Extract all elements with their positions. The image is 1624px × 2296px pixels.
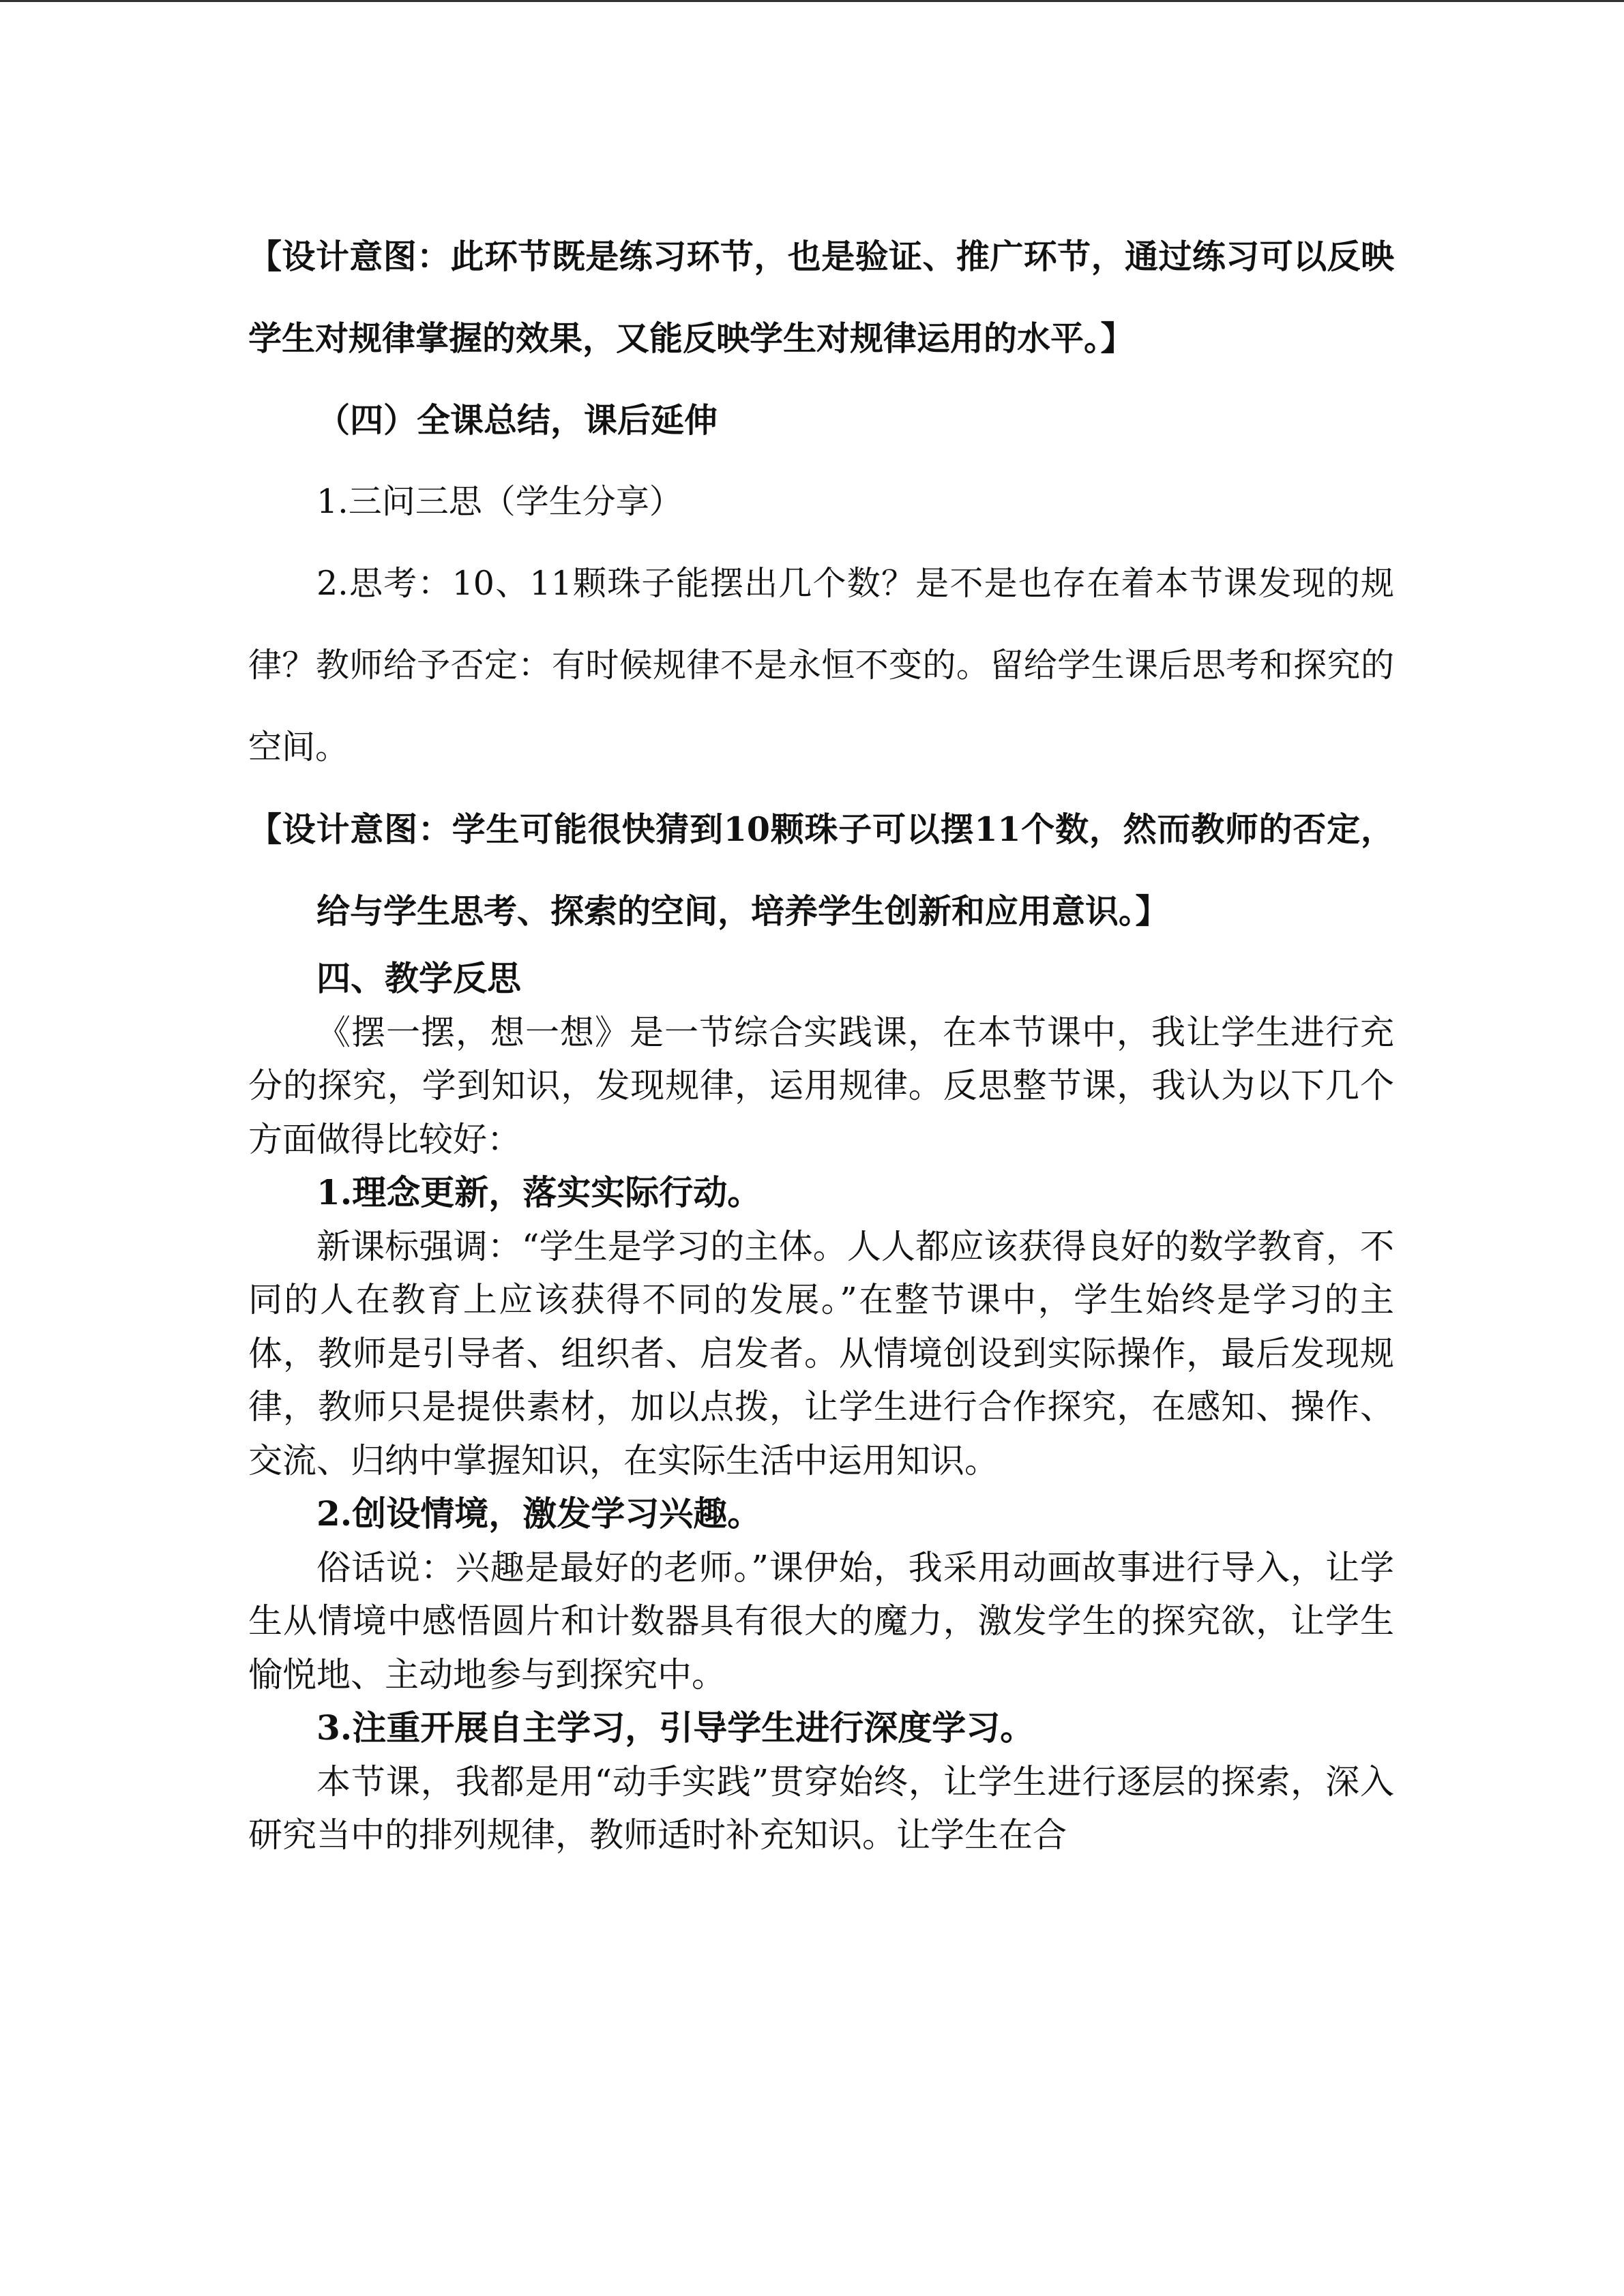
point-1-body: 新课标强调：“学生是学习的主体。人人都应该获得良好的数学教育，不同的人在教育上应该获得不同的发展。”在整节课中，学生始终是学习的主体，教师是引导者、组织者、启发者。从情境创设到实际操作，最后发现规律，教师只是提供素材，加以点拨，让学生进行合作探究，在感知、操作、交流、归纳中掌握知识，在实际生活中运用知识。 <box>248 1226 1394 1480</box>
point-1-heading: 1.理念更新，落实实际行动。 <box>316 1172 762 1212</box>
point-2-body: 俗话说：兴趣是最好的老师。”课伊始，我采用动画故事进行导入，让学生从情境中感悟圆片和计数器具有很大的魔力，激发学生的探究欲，让学生愉悦地、主动地参与到探究中。 <box>248 1547 1394 1695</box>
design-note-2-part-a: 【设计意图：学生可能很快猜到10颗珠子可以摆11个数，然而教师的否定， <box>248 809 1394 849</box>
summary-item-2: 2.思考：10、11颗珠子能摆出几个数？是不是也存在着本节课发现的规律？教师给予否定：有时候规律不是永恒不变的。留给学生课后思考和探究的空间。 <box>248 564 1394 766</box>
document-page <box>248 215 1394 1862</box>
point-3-heading: 3.注重开展自主学习，引导学生进行深度学习。 <box>316 1708 1035 1748</box>
reflection-intro: 《摆一摆，想一想》是一节综合实践课，在本节课中，我让学生进行充分的探究，学到知识，发现规律，运用规律。反思整节课，我认为以下几个方面做得比较好： <box>248 1012 1394 1159</box>
summary-item-1: 1.三问三思（学生分享） <box>316 482 683 521</box>
point-3-body: 本节课，我都是用“动手实践”贯穿始终，让学生进行逐层的探索，深入研究当中的排列规律，教师适时补充知识。让学生在合 <box>248 1761 1394 1855</box>
design-note-2 <box>248 788 1394 952</box>
point-2-heading: 2.创设情境，激发学习兴趣。 <box>316 1493 762 1534</box>
page-top-border <box>0 0 1624 2</box>
design-note-1: 【设计意图：此环节既是练习环节，也是验证、推广环节，通过练习可以反映学生对规律掌握的效果，又能反映学生对规律运用的水平。】 <box>248 237 1394 358</box>
section-four-heading: （四）全课总结，课后延伸 <box>316 400 718 440</box>
design-note-2-part-b: 给与学生思考、探索的空间，培养学生创新和应用意识。】 <box>316 891 1169 931</box>
reflection-heading: 四、教学反思 <box>316 958 521 998</box>
